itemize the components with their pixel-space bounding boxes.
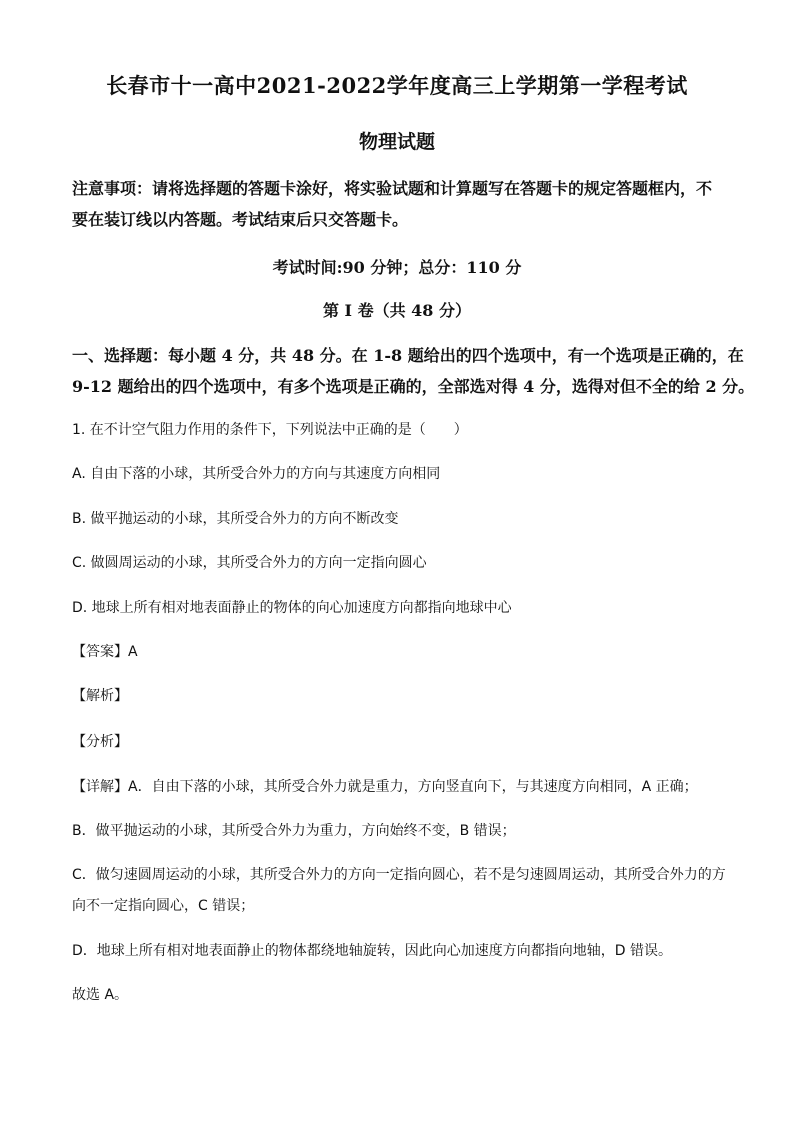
exam-title: 长春市十一高中2021-2022学年度高三上学期第一学程考试 xyxy=(106,73,688,98)
question-1-stem: 1. 在不计空气阻力作用的条件下，下列说法中正确的是（ ） xyxy=(72,422,468,438)
section-line-1: 一、选择题：每小题 4 分，共 48 分。在 1-8 题给出的四个选项中，有一个选项是正确的，在 xyxy=(72,346,744,365)
notice-line-2: 要在装订线以内答题。考试结束后只交答题卡。 xyxy=(72,210,409,229)
section-line-2: 9-12 题给出的四个选项中，有多个选项是正确的，全部选对得 4 分，选得对但不全的给 2 分。 xyxy=(72,377,755,396)
answer-value: A xyxy=(128,644,138,660)
option-d: D. 地球上所有相对地表面静止的物体的向心加速度方向都指向地球中心 xyxy=(72,600,512,616)
detail-a-row xyxy=(72,776,722,796)
exam-info: 考试时间:90 分钟；总分：110 分 xyxy=(272,258,522,277)
exam-subtitle: 物理试题 xyxy=(358,131,435,153)
notice-line-1: 注意事项：请将选择题的答题卡涂好，将实验试题和计算题写在答题卡的规定答题框内，不 xyxy=(72,179,713,198)
answer-row xyxy=(72,641,722,661)
detail-b: B．做平抛运动的小球，其所受合外力为重力，方向始终不变，B 错误； xyxy=(72,823,516,839)
conclusion: 故选 A。 xyxy=(72,987,129,1003)
analysis-tag: 【解析】 xyxy=(72,688,128,704)
fenxi-tag: 【分析】 xyxy=(72,734,128,750)
detail-c-line-1: C．做匀速圆周运动的小球，其所受合外力的方向一定指向圆心，若不是匀速圆周运动，其所受合外力的方 xyxy=(72,867,726,883)
detail-c-line-2: 向不一定指向圆心，C 错误； xyxy=(72,898,255,914)
detail-tag: 【详解】 xyxy=(72,779,128,795)
option-a: A. 自由下落的小球，其所受合外力的方向与其速度方向相同 xyxy=(72,466,441,482)
option-c: C. 做圆周运动的小球，其所受合外力的方向一定指向圆心 xyxy=(72,555,427,571)
option-b: B. 做平抛运动的小球，其所受合外力的方向不断改变 xyxy=(72,511,399,527)
volume-title: 第 I 卷（共 48 分） xyxy=(322,301,472,320)
detail-a: A．自由下落的小球，其所受合外力就是重力，方向竖直向下，与其速度方向相同，A 正确； xyxy=(128,779,698,795)
answer-tag: 【答案】 xyxy=(72,644,128,660)
detail-d: D．地球上所有相对地表面静止的物体都绕地轴旋转，因此向心加速度方向都指向地轴，D 错误。 xyxy=(72,943,673,959)
